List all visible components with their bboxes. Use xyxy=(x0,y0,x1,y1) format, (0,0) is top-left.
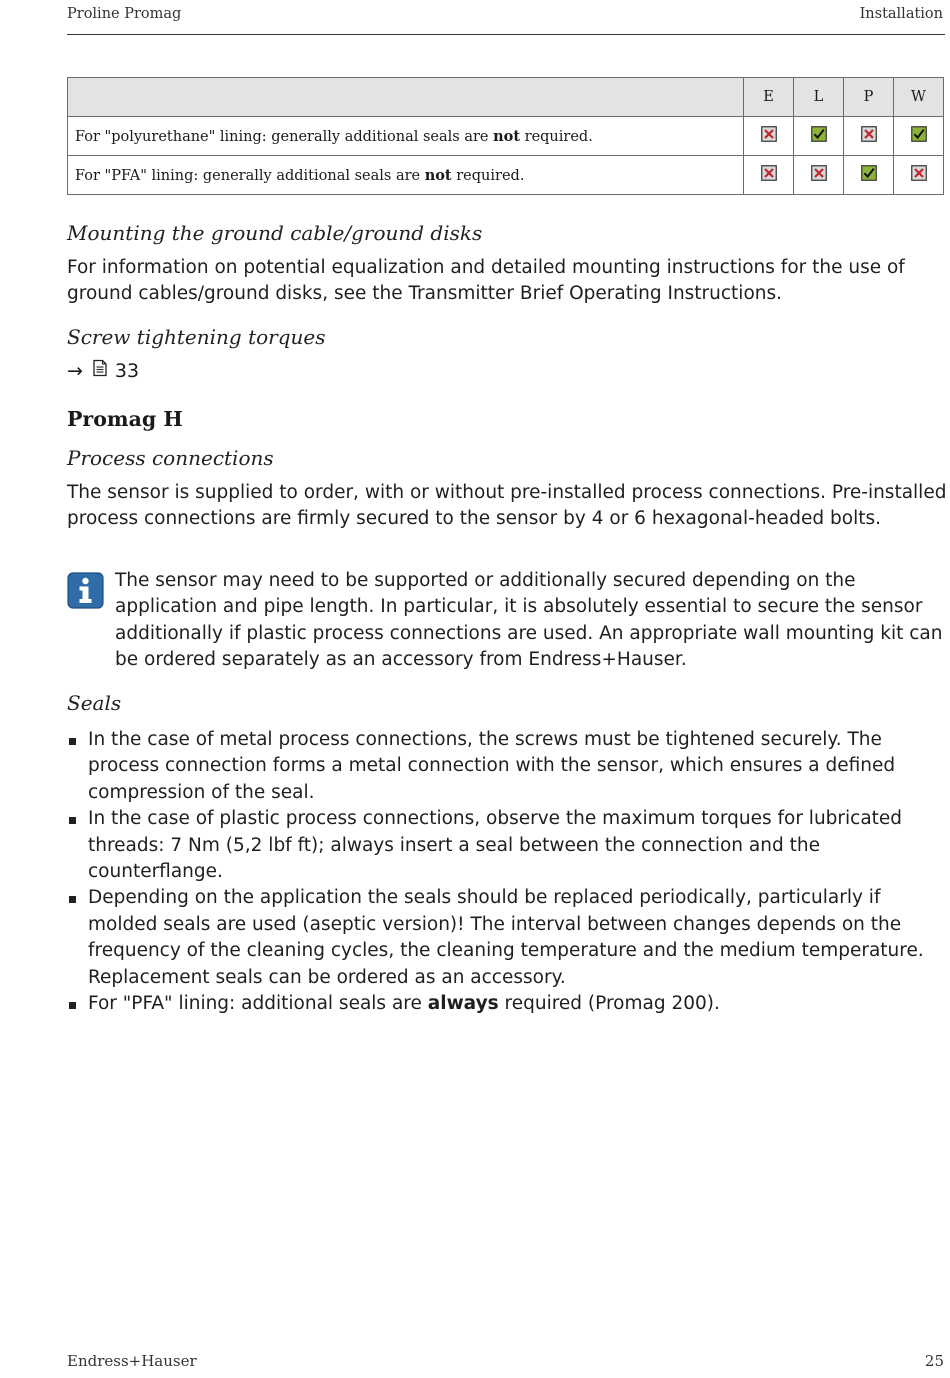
cell-e xyxy=(744,156,794,195)
check-icon xyxy=(811,126,827,146)
column-header-e: E xyxy=(744,78,794,117)
list-item: Depending on the application the seals should be replaced periodically, particularly if molded seals are used (aseptic version)! The interval between changes depends on the frequency of the cleaning cycles, the cleaning temperature and the medium temperature. Replacement seals can be ordered as an accessory. xyxy=(67,885,947,991)
bullet-square-icon xyxy=(69,1002,76,1009)
table-row xyxy=(68,156,944,195)
row-description: For "PFA" lining: generally additional seals are not required. xyxy=(68,156,744,195)
cell-e xyxy=(744,117,794,156)
bullet-square-icon xyxy=(69,738,76,745)
cross-icon xyxy=(811,165,827,185)
torque-page-reference[interactable] xyxy=(67,359,139,382)
cell-p xyxy=(844,156,894,195)
cell-w xyxy=(894,117,944,156)
running-header-section: Installation xyxy=(859,6,943,22)
table-header-empty xyxy=(68,78,744,117)
page-number-link: 33 xyxy=(114,359,140,382)
list-item: In the case of plastic process connections, observe the maximum torques for lubricated threads: 7 Nm (5,2 lbf ft); always insert a seal between the connection and the counterflange. xyxy=(67,806,947,885)
seals-bullet-list xyxy=(67,727,947,1017)
ground-section-title: Mounting the ground cable/ground disks xyxy=(67,221,483,245)
check-icon xyxy=(911,126,927,146)
footer-page-number: 25 xyxy=(924,1352,944,1370)
bullet-square-icon xyxy=(69,896,76,903)
bullet-square-icon xyxy=(69,817,76,824)
cross-icon xyxy=(761,126,777,146)
check-icon xyxy=(861,165,877,185)
cross-icon xyxy=(861,126,877,146)
promag-h-heading: Promag H xyxy=(67,407,183,431)
column-header-l: L xyxy=(794,78,844,117)
process-section-title: Process connections xyxy=(67,446,274,470)
cell-p xyxy=(844,117,894,156)
table-row xyxy=(68,117,944,156)
row-description: For "polyurethane" lining: generally additional seals are not required. xyxy=(68,117,744,156)
header-rule xyxy=(67,34,945,35)
torque-section-title: Screw tightening torques xyxy=(67,325,326,349)
cell-l xyxy=(794,156,844,195)
cross-icon xyxy=(761,165,777,185)
table-header-row xyxy=(68,78,944,117)
cell-l xyxy=(794,117,844,156)
info-icon xyxy=(67,572,104,609)
column-header-p: P xyxy=(844,78,894,117)
arrow-icon: → xyxy=(67,359,83,382)
running-header-title: Proline Promag xyxy=(67,6,182,22)
info-note: The sensor may need to be supported or additionally secured depending on the application and pipe length. In particular, it is absolutely essential to secure the sensor additionally if plastic process connections are used. An appropriate wall mounting kit can be ordered separately as an accessory from Endress+Hauser. xyxy=(115,570,943,671)
cross-icon xyxy=(911,165,927,185)
process-paragraph: The sensor is supplied to order, with or without pre-installed process connections. Pre-installed process connections are firmly secured to the sensor by 4 or 6 hexagonal-headed bolts. xyxy=(67,482,947,530)
footer-company: Endress+Hauser xyxy=(67,1352,197,1370)
list-item: For "PFA" lining: additional seals are always required (Promag 200). xyxy=(67,991,947,1017)
cell-w xyxy=(894,156,944,195)
lining-seal-table xyxy=(67,77,944,195)
page-reference-icon xyxy=(91,359,109,382)
ground-paragraph: For information on potential equalization and detailed mounting instructions for the use of ground cables/ground disks, see the Transmitter Brief Operating Instructions. xyxy=(67,257,905,305)
seals-section-title: Seals xyxy=(67,691,122,715)
list-item: In the case of metal process connections, the screws must be tightened securely. The process connection forms a metal connection with the sensor, which ensures a defined compression of the seal. xyxy=(67,727,947,806)
column-header-w: W xyxy=(894,78,944,117)
